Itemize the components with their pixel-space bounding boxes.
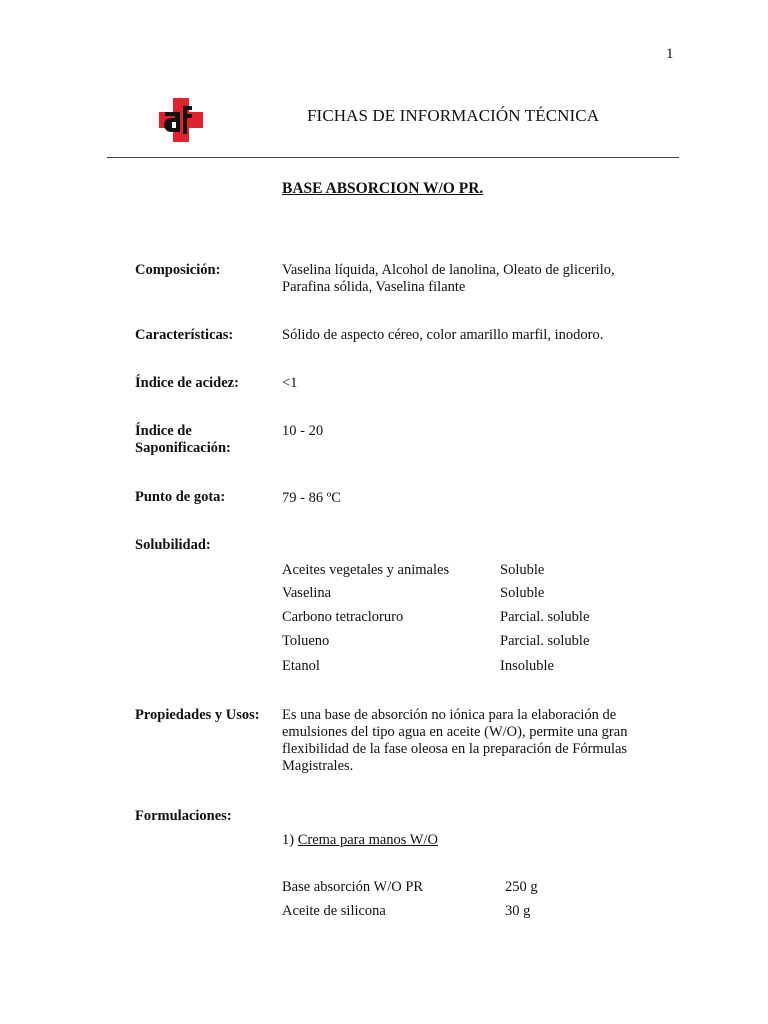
pharmacy-cross-logo-icon bbox=[159, 98, 203, 142]
solubilidad-result: Parcial. soluble bbox=[500, 609, 590, 625]
formulation-item-number: 1) bbox=[282, 832, 295, 848]
saponificacion-label-line2: Saponificación: bbox=[135, 440, 231, 456]
ingredient-name: Aceite de silicona bbox=[282, 903, 386, 919]
document-title: BASE ABSORCION W/O PR. bbox=[282, 180, 484, 197]
solubilidad-result: Insoluble bbox=[500, 658, 554, 674]
formulation-item-title: Crema para manos W/O bbox=[297, 832, 438, 848]
saponificacion-label-line1: Índice de bbox=[135, 423, 192, 439]
solubilidad-label: Solubilidad: bbox=[135, 537, 211, 553]
saponificacion-value: 10 - 20 bbox=[282, 423, 324, 439]
header-title: FICHAS DE INFORMACIÓN TÉCNICA bbox=[307, 106, 600, 125]
header-divider bbox=[107, 157, 679, 158]
page-number: 1 bbox=[666, 46, 674, 62]
acidez-value: <1 bbox=[282, 375, 298, 391]
propiedades-line: Magistrales. bbox=[282, 758, 354, 774]
solubilidad-result: Soluble bbox=[500, 585, 545, 601]
caracteristicas-value: Sólido de aspecto céreo, color amarillo marfil, inodoro. bbox=[282, 327, 604, 343]
acidez-label: Índice de acidez: bbox=[135, 375, 239, 391]
solubilidad-solvent: Carbono tetracloruro bbox=[282, 609, 404, 625]
solubilidad-solvent: Etanol bbox=[282, 658, 320, 674]
punto-gota-value: 79 - 86 ºC bbox=[282, 490, 341, 506]
solubilidad-result: Soluble bbox=[500, 562, 545, 578]
composicion-value-line1: Vaselina líquida, Alcohol de lanolina, Oleato de glicerilo, bbox=[282, 262, 615, 278]
ingredient-amount: 250 g bbox=[505, 879, 538, 895]
solubilidad-solvent: Vaselina bbox=[282, 585, 332, 601]
ingredient-amount: 30 g bbox=[505, 903, 531, 919]
propiedades-label: Propiedades y Usos: bbox=[135, 707, 260, 723]
formulation-item bbox=[282, 832, 438, 849]
punto-gota-label: Punto de gota: bbox=[135, 489, 226, 505]
caracteristicas-label: Características: bbox=[135, 327, 234, 343]
composicion-value-line2: Parafina sólida, Vaselina filante bbox=[282, 279, 466, 295]
solubilidad-solvent: Aceites vegetales y animales bbox=[282, 562, 450, 578]
propiedades-line: flexibilidad de la fase oleosa en la preparación de Fórmulas bbox=[282, 741, 628, 757]
propiedades-line: Es una base de absorción no iónica para la elaboración de bbox=[282, 707, 617, 723]
solubilidad-solvent: Tolueno bbox=[282, 633, 330, 649]
propiedades-line: emulsiones del tipo agua en aceite (W/O), permite una gran bbox=[282, 724, 628, 740]
formulaciones-label: Formulaciones: bbox=[135, 808, 232, 824]
ingredient-name: Base absorción W/O PR bbox=[282, 879, 424, 895]
solubilidad-result: Parcial. soluble bbox=[500, 633, 590, 649]
composicion-label: Composición: bbox=[135, 262, 221, 278]
